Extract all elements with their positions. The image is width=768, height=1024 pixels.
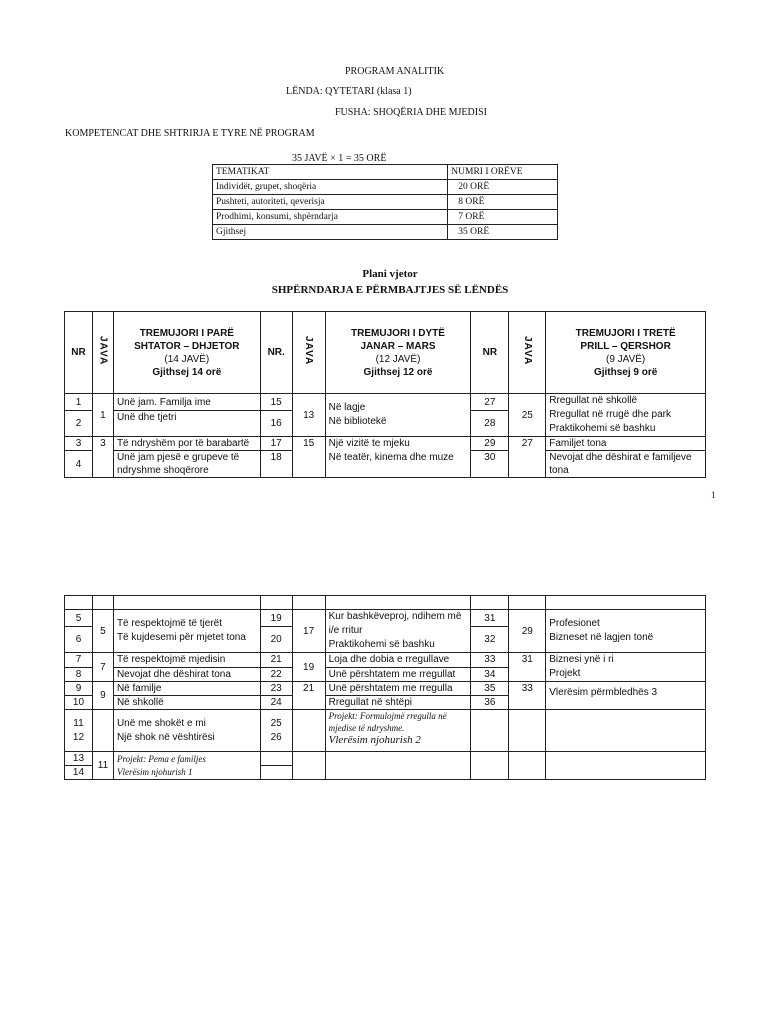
lesson-topic: Të respektojmë mjedisin	[113, 653, 260, 668]
nr-header: NR	[65, 312, 93, 394]
week-nr: 25	[509, 394, 546, 437]
nr-header: NR.	[260, 312, 292, 394]
lesson-topic: Rregullat në shkollë Rregullat në rrugë dhe park Praktikohemi së bashku	[546, 394, 706, 437]
lesson-nr: 36	[471, 696, 509, 710]
plan-table-part-2	[64, 595, 706, 780]
plan-header-row	[65, 312, 706, 394]
lesson-topic: Unë përshtatem me rregulla	[325, 682, 471, 696]
lesson-topic: Nevojat dhe dëshirat e familjeve tona	[546, 451, 706, 478]
program-title: PROGRAM ANALITIK	[345, 66, 445, 77]
table-row	[65, 394, 706, 411]
lesson-nr: 22	[260, 667, 292, 682]
lesson-topic: Projekt: Formulojmë rregulla në mjedise të ndryshme. Vlerësim njohurish 2	[325, 710, 471, 752]
lesson-nr: 19	[260, 610, 292, 627]
lesson-nr: 28	[471, 411, 509, 437]
page-number: 1	[711, 490, 716, 500]
lesson-nr: 21	[260, 653, 292, 668]
java-header: JAVA	[509, 312, 546, 394]
summary-hours: 8 ORË	[448, 195, 558, 210]
lesson-topic: Projekt: Pema e familjes Vlerësim njohurish 1	[113, 752, 260, 780]
lesson-topic: Në lagje Në bibliotekë	[325, 394, 471, 437]
lesson-nr: 23	[260, 682, 292, 696]
week-nr: 31	[509, 653, 546, 682]
lesson-topic: Profesionet Bizneset në lagjen tonë	[546, 610, 706, 653]
lesson-nr: 13	[65, 752, 93, 766]
lesson-topic: Unë përshtatem me rregullat	[325, 667, 471, 682]
lesson-nr: 6	[65, 627, 93, 653]
field-line: FUSHA: SHOQËRIA DHE MJEDISI	[335, 107, 487, 118]
table-row	[65, 610, 706, 627]
lesson-topic: Nevojat dhe dëshirat tona	[113, 667, 260, 682]
week-nr: 11	[92, 752, 113, 780]
java-header: JAVA	[292, 312, 325, 394]
summary-header-row	[213, 165, 558, 180]
lesson-topic: Në familje	[113, 682, 260, 696]
lesson-topic: Unë dhe tjetri	[113, 411, 260, 437]
lesson-topic: Biznesi ynë i ri Projekt	[546, 653, 706, 682]
lesson-nr: 9	[65, 682, 93, 696]
lesson-topic: Të respektojmë të tjerët Të kujdesemi për mjetet tona	[113, 610, 260, 653]
lesson-topic: Rregullat në shtëpi	[325, 696, 471, 710]
lesson-nr: 10	[65, 696, 93, 710]
plan-title: Plani vjetor	[362, 268, 418, 280]
lesson-topic: Unë me shokët e mi Një shok në vështirësi	[113, 710, 260, 752]
summary-table	[212, 164, 558, 240]
lesson-nr: 7	[65, 653, 93, 668]
week-nr: 33	[509, 682, 546, 710]
term-3-header: TREMUJORI I TRETË PRILL – QERSHOR (9 JAVË) Gjithsej 9 orë	[546, 312, 706, 394]
lesson-nr: 27	[471, 394, 509, 411]
summary-row	[213, 210, 558, 225]
lesson-nr: 32	[471, 627, 509, 653]
lesson-topic: Kur bashkëveproj, ndihem më i/e rritur Praktikohemi së bashku	[325, 610, 471, 653]
lesson-nr: 33	[471, 653, 509, 668]
week-nr: 9	[92, 682, 113, 710]
summary-row	[213, 180, 558, 195]
lesson-nr: 5	[65, 610, 93, 627]
week-nr: 3	[92, 437, 113, 478]
week-nr: 17	[292, 610, 325, 653]
lesson-nr: 18	[260, 451, 292, 478]
plan-subtitle: SHPËRNDARJA E PËRMBAJTJES SË LËNDËS	[271, 284, 509, 296]
lesson-topic: Të ndryshëm por të barabartë	[113, 437, 260, 451]
lesson-nr: 1	[65, 394, 93, 411]
lesson-nr: 2	[65, 411, 93, 437]
lesson-topic: Familjet tona	[546, 437, 706, 451]
summary-topic: Gjithsej	[213, 225, 448, 240]
term-2-header: TREMUJORI I DYTË JANAR – MARS (12 JAVË) Gjithsej 12 orë	[325, 312, 471, 394]
table-row	[65, 596, 706, 610]
summary-topic: Individët, grupet, shoqëria	[213, 180, 448, 195]
table-row	[65, 653, 706, 668]
week-nr: 5	[92, 610, 113, 653]
lesson-topic: Unë jam pjesë e grupeve të ndryshme shoqërore	[113, 451, 260, 478]
summary-hours: 35 ORË	[448, 225, 558, 240]
lesson-nr: 17	[260, 437, 292, 451]
lesson-nr: 20	[260, 627, 292, 653]
table-row	[65, 682, 706, 696]
lesson-nr: 3	[65, 437, 93, 451]
lesson-topic: Loja dhe dobia e rregullave	[325, 653, 471, 668]
lesson-nr: 29	[471, 437, 509, 451]
hours-formula: 35 JAVË × 1 = 35 ORË	[292, 153, 387, 164]
lesson-nr: 31	[471, 610, 509, 627]
week-nr: 29	[509, 610, 546, 653]
summary-topic: Pushteti, autoriteti, qeverisja	[213, 195, 448, 210]
lesson-nr: 14	[65, 766, 93, 780]
table-row	[65, 710, 706, 752]
table-row	[65, 437, 706, 451]
summary-header-topic: TEMATIKAT	[213, 165, 448, 180]
summary-hours: 20 ORË	[448, 180, 558, 195]
week-nr: 1	[92, 394, 113, 437]
summary-header-hours: NUMRI I ORËVE	[448, 165, 558, 180]
lesson-nr: 35	[471, 682, 509, 696]
plan-table-part-1	[64, 311, 706, 478]
lesson-nr: 30	[471, 451, 509, 478]
lesson-nr: 16	[260, 411, 292, 437]
lesson-nr: 8	[65, 667, 93, 682]
lesson-nr: 15	[260, 394, 292, 411]
week-nr: 15	[292, 437, 325, 478]
lesson-nr: 25 26	[260, 710, 292, 752]
summary-hours: 7 ORË	[448, 210, 558, 225]
week-nr: 21	[292, 682, 325, 710]
lesson-nr: 11 12	[65, 710, 93, 752]
lesson-nr: 4	[65, 451, 93, 478]
table-row	[65, 752, 706, 766]
nr-header: NR	[471, 312, 509, 394]
week-nr: 7	[92, 653, 113, 682]
week-nr: 13	[292, 394, 325, 437]
week-nr: 27	[509, 437, 546, 478]
summary-row	[213, 225, 558, 240]
term-1-header: TREMUJORI I PARË SHTATOR – DHJETOR (14 JAVË) Gjithsej 14 orë	[113, 312, 260, 394]
summary-topic: Prodhimi, konsumi, shpërndarja	[213, 210, 448, 225]
summary-row	[213, 195, 558, 210]
java-header: JAVA	[92, 312, 113, 394]
subject-line: LËNDA: QYTETARI (klasa 1)	[286, 86, 412, 97]
lesson-topic: Vlerësim përmbledhës 3	[546, 682, 706, 710]
competences-heading: KOMPETENCAT DHE SHTRIRJA E TYRE NË PROGRAM	[65, 128, 315, 139]
week-nr: 19	[292, 653, 325, 682]
lesson-topic: Unë jam. Familja ime	[113, 394, 260, 411]
lesson-nr: 34	[471, 667, 509, 682]
lesson-topic: Një vizitë te mjeku Në teatër, kinema dhe muze	[325, 437, 471, 478]
lesson-nr: 24	[260, 696, 292, 710]
lesson-topic: Në shkollë	[113, 696, 260, 710]
